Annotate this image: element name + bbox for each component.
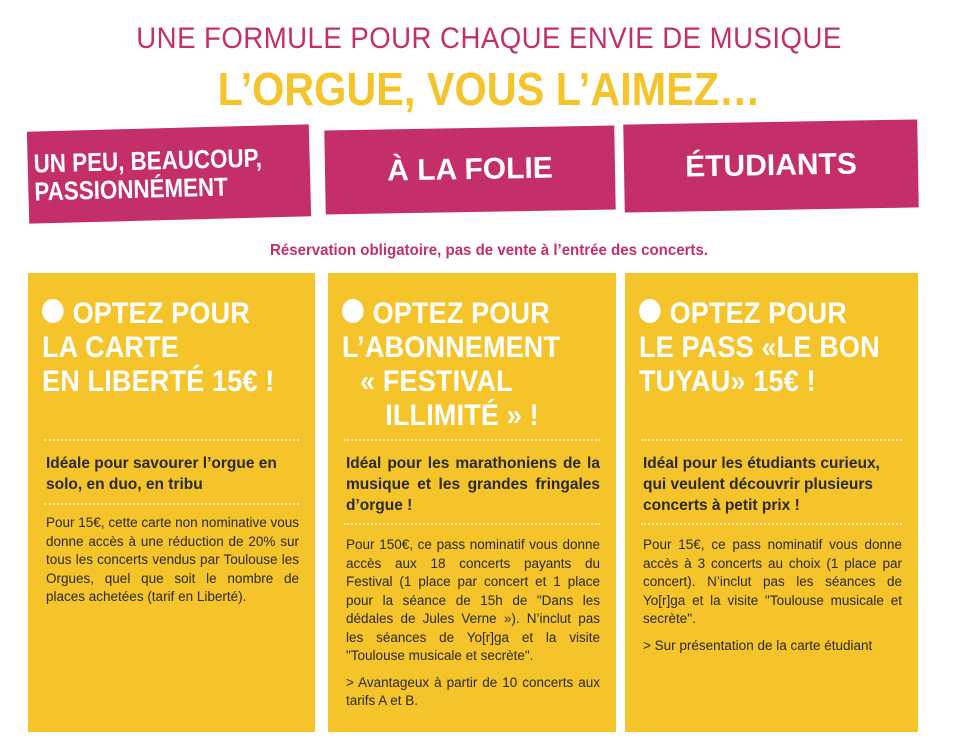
banner-line: UN PEU, BEAUCOUP, xyxy=(33,142,263,179)
card-heading xyxy=(639,297,912,399)
heading-line: EN LIBERTÉ 15€ ! xyxy=(42,365,275,398)
offer-card-carte-liberte xyxy=(28,273,315,732)
dotted-divider xyxy=(641,439,902,441)
card-lead: Idéal pour les étudiants curieux, qui veulent découvrir plusieurs concerts à petit prix ! xyxy=(643,455,880,514)
banner-line: ÉTUDIANTS xyxy=(684,147,858,184)
page-subtitle: UNE FORMULE POUR CHAQUE ENVIE DE MUSIQUE xyxy=(136,22,842,55)
dotted-divider xyxy=(44,439,299,441)
page-title: L’ORGUE, VOUS L’AIMEZ… xyxy=(217,63,761,115)
card-heading xyxy=(342,297,610,433)
bullet-dot-icon xyxy=(42,299,64,323)
dotted-divider xyxy=(344,439,600,441)
heading-line: « FESTIVAL xyxy=(360,365,513,398)
card-body xyxy=(643,536,902,663)
heading-line: ILLIMITÉ » ! xyxy=(385,399,539,432)
offer-card-pass-bon-tuyau xyxy=(625,273,918,732)
card-paragraph: Pour 15€, ce pass nominatif vous donne accès à 3 concerts au choix (1 place par concert). N’inclut pas les séances de Yo[r]ga et la visite "Toulouse musicale et secrète". xyxy=(643,537,902,626)
heading-line: OPTEZ POUR xyxy=(72,297,250,330)
banner-line: PASSIONNÉMENT xyxy=(34,171,229,207)
heading-line: TUYAU» 15€ ! xyxy=(639,365,816,398)
offer-card-abonnement-festival xyxy=(328,273,616,732)
heading-line: OPTEZ POUR xyxy=(669,297,847,330)
banner-line: À LA FOLIE xyxy=(386,151,554,188)
card-lead: Idéale pour savourer l’orgue en solo, en duo, en tribu xyxy=(46,455,277,493)
card-body xyxy=(346,536,600,719)
card-paragraph: Pour 15€, cette carte non nominative vous donne accès à une réduction de 20% sur tous les concerts vendus par Toulouse les Orgues, quel que soit le nombre de places achetées (tarif en Liberté). xyxy=(46,515,299,604)
heading-line: LA CARTE xyxy=(42,331,179,364)
card-heading xyxy=(42,297,309,399)
card-paragraph: > Avantageux à partir de 10 concerts aux tarifs A et B. xyxy=(346,674,600,708)
card-paragraph: > Sur présentation de la carte étudiant xyxy=(643,637,873,653)
heading-line: L’ABONNEMENT xyxy=(342,331,561,364)
dotted-divider xyxy=(344,523,600,525)
heading-line: LE PASS «LE BON xyxy=(639,331,880,364)
card-body xyxy=(46,514,299,615)
card-paragraph: Pour 150€, ce pass nominatif vous donne accès aux 18 concerts payants du Festival (1 place par concert et 1 place pour la séance de 15h de "Dans les dédales de Jules Verne »). N’inclut pas les séances de Yo[r]ga et la visite "Toulouse musicale et secrète". xyxy=(346,537,600,663)
banner-etudiants xyxy=(623,119,918,212)
reservation-notice: Réservation obligatoire, pas de vente à l’entrée des concerts. xyxy=(269,242,708,259)
dotted-divider xyxy=(641,523,902,525)
dotted-divider xyxy=(44,503,299,505)
card-lead: Idéal pour les marathoniens de la musique et les grandes fringales d’orgue ! xyxy=(346,455,600,514)
heading-line: OPTEZ POUR xyxy=(372,297,550,330)
banner-a-la-folie xyxy=(324,125,615,214)
bullet-dot-icon xyxy=(639,299,661,323)
bullet-dot-icon xyxy=(342,299,364,323)
banner-un-peu-beaucoup xyxy=(27,124,311,223)
